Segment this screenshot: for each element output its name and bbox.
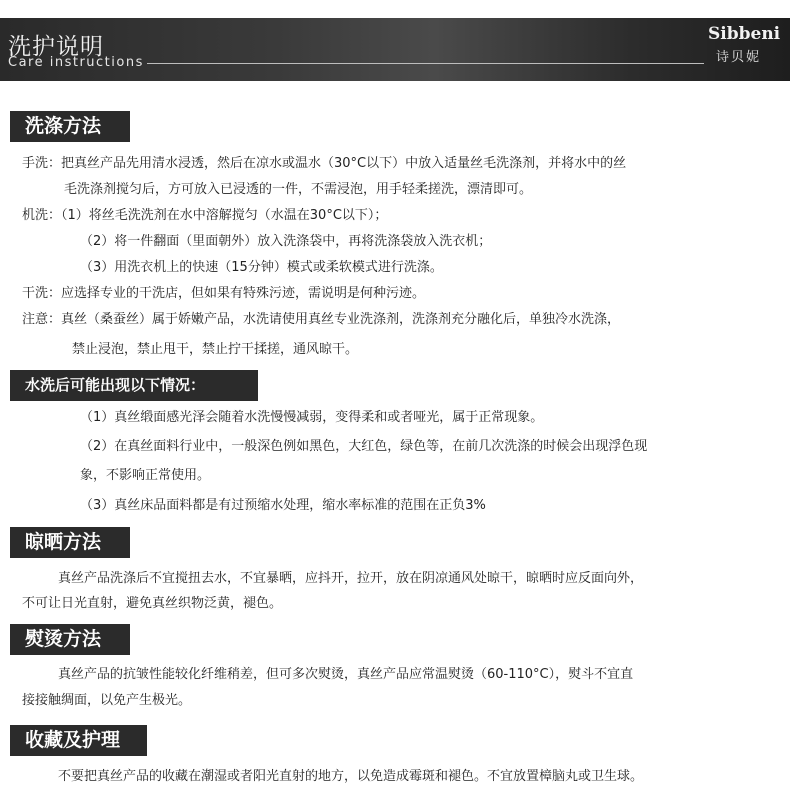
brand-name-cn: 诗贝妮 — [716, 50, 762, 65]
storage-line: 不要把真丝产品的收藏在潮湿或者阳光直射的地方，以免造成霉斑和褪色。不宜放置樟脑丸或卫生球。 — [58, 769, 644, 784]
washing-line: 干洗：应选择专业的干洗店，但如果有特殊污迹，需说明是何种污迹。 — [22, 286, 426, 301]
page-subtitle: Care instructions — [8, 55, 144, 70]
section-heading-ironing: 熨烫方法 — [10, 624, 130, 655]
after-wash-line: （3）真丝床品面料都是有过预缩水处理，缩水率标准的范围在正负3% — [80, 498, 486, 513]
after-wash-line: 象，不影响正常使用。 — [80, 468, 211, 483]
brand-logo: Sibbeni — [708, 24, 781, 44]
drying-line: 不可让日光直射，避免真丝织物泛黄，褪色。 — [22, 596, 283, 611]
section-heading-storage: 收藏及护理 — [10, 725, 147, 756]
page-title: 洗护说明 — [8, 34, 104, 60]
washing-line: （3）用洗衣机上的快速（15分钟）模式或柔软模式进行洗涤。 — [80, 260, 443, 275]
washing-line: （2）将一件翻面（里面朝外）放入洗涤袋中，再将洗涤袋放入洗衣机； — [80, 234, 492, 249]
ironing-line: 接接触绸面，以免产生极光。 — [22, 693, 192, 708]
section-heading-drying: 晾晒方法 — [10, 527, 130, 558]
section-heading-washing: 洗涤方法 — [10, 111, 130, 142]
after-wash-line: （2）在真丝面料行业中，一般深色例如黑色，大红色，绿色等，在前几次洗涤的时候会出现浮色现 — [80, 439, 648, 454]
washing-line: 注意：真丝（桑蚕丝）属于娇嫩产品，水洗请使用真丝专业洗涤剂，洗涤剂充分融化后，单独冷水洗涤， — [22, 312, 621, 327]
washing-line: 手洗：把真丝产品先用清水浸透，然后在凉水或温水（30°C以下）中放入适量丝毛洗涤剂，并将水中的丝 — [22, 156, 627, 171]
section-heading-after-wash: 水洗后可能出现以下情况： — [10, 370, 258, 401]
washing-line: 机洗：（1）将丝毛洗洗剂在水中溶解搅匀（水温在30°C以下）； — [22, 208, 388, 223]
header-divider — [147, 63, 704, 64]
header-banner — [0, 18, 790, 81]
drying-line: 真丝产品洗涤后不宜搅扭去水，不宜暴晒，应抖开，拉开，放在阴凉通风处晾干，晾晒时应反面向外， — [58, 571, 644, 586]
washing-line: 毛洗涤剂搅匀后，方可放入已浸透的一件，不需浸泡，用手轻柔搓洗，漂清即可。 — [64, 182, 533, 197]
ironing-line: 真丝产品的抗皱性能较化纤维稍差，但可多次熨烫，真丝产品应常温熨烫（60-110°C），熨斗不宜直 — [58, 667, 634, 682]
after-wash-line: （1）真丝缎面感光泽会随着水洗慢慢减弱，变得柔和或者哑光，属于正常现象。 — [80, 410, 544, 425]
washing-line: 禁止浸泡，禁止甩干，禁止拧干揉搓，通风晾干。 — [72, 342, 359, 357]
